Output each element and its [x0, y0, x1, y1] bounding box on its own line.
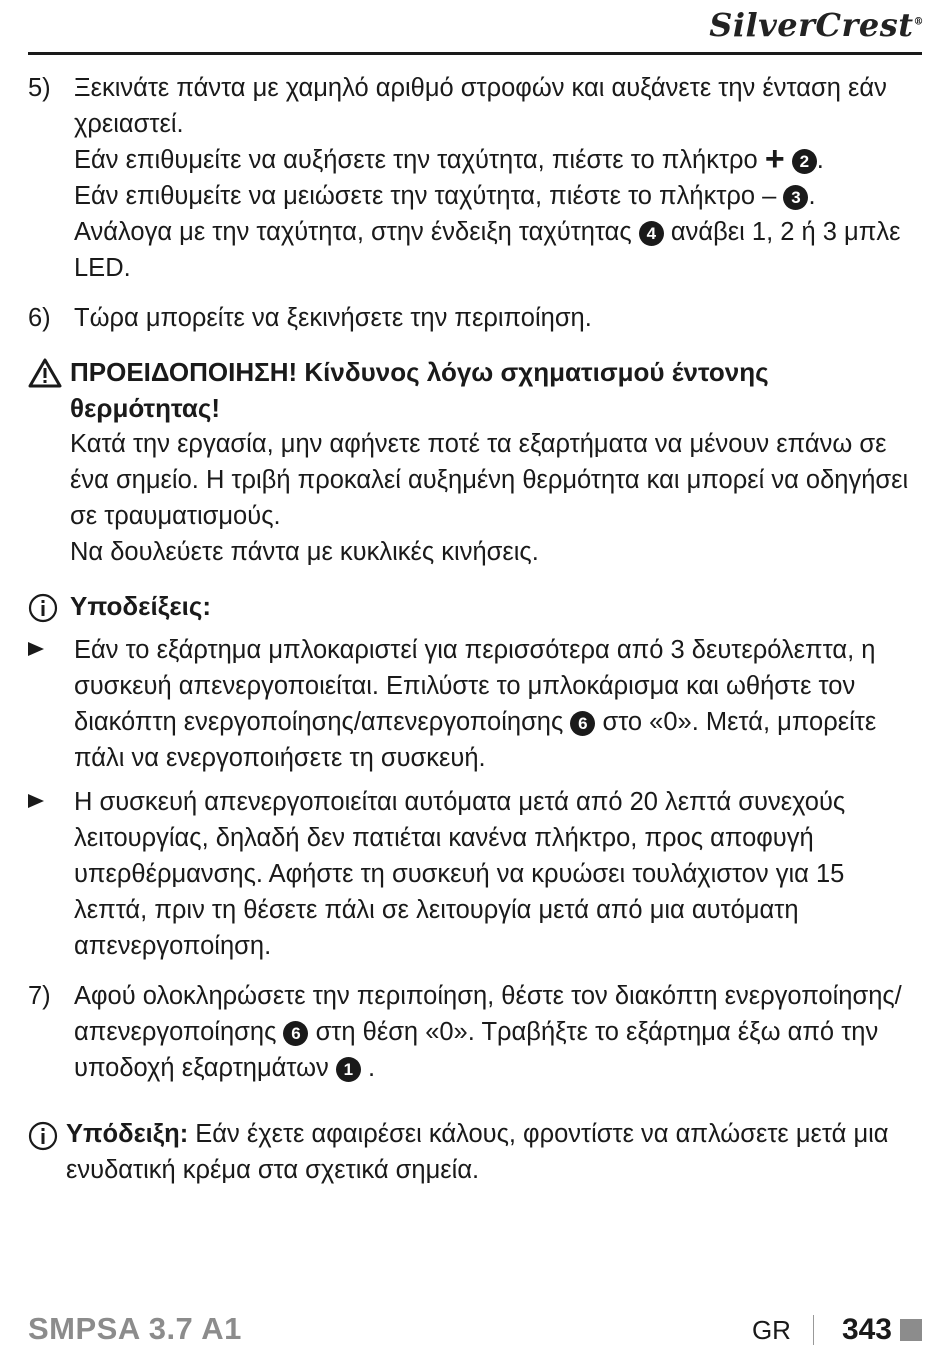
- callout-badge-1: 1: [336, 1057, 361, 1082]
- warning-text-2: Να δουλεύετε πάντα με κυκλικές κινήσεις.: [70, 538, 539, 566]
- callout-badge-2: 2: [792, 149, 817, 174]
- hints-title: Υποδείξεις:: [70, 591, 212, 621]
- warning-heading: [28, 354, 922, 426]
- brand-logo: [709, 6, 924, 44]
- hint-text-2: Η συσκευή απενεργοποιείται αυτόματα μετά από 20 λεπτά συνεχούς λειτουργίας, δηλαδή δεν πατιέται κανένα πλήκτρο, προς αποφυγή υπερθέρμανσης. Αφήστε τη συσκευή να κρυώσει τουλάχιστον για 15 λεπτά, πριν τη θέσετε πάλι σε λειτουργία μετά από μια αυτόματη απενεργοποίηση.: [74, 788, 846, 960]
- square-icon: [900, 1319, 922, 1341]
- warning-text-1: Κατά την εργασία, μην αφήνετε ποτέ τα εξαρτήματα να μένουν επάνω σε ένα σημείο. Η τριβή προκαλεί αυξημένη θερμότητα και μπορεί να οδηγήσει σε τραυματισμούς.: [70, 430, 909, 530]
- hint-1-end: στο «0». Μετά, μπορείτε πάλι να ενεργοποιήσετε τη συσκευή.: [74, 708, 877, 772]
- callout-badge-3: 3: [783, 185, 808, 210]
- info-circle-icon: [28, 1116, 66, 1188]
- callout-badge-6: 6: [570, 711, 595, 736]
- hints-heading: [28, 588, 922, 632]
- step-number: 6): [28, 304, 51, 332]
- header-rule: [28, 52, 922, 55]
- hint-item: [28, 784, 922, 964]
- callout-badge-4: 4: [639, 221, 664, 246]
- step-5-speed-indicator: [74, 214, 922, 286]
- step-body: Τώρα μπορείτε να ξεκινήσετε την περιποίηση.: [74, 304, 592, 332]
- step-7: [28, 978, 922, 1086]
- step-7-text-mid: στη θέση «0». Τραβήξτε το εξάρτημα έξω από την υποδοχή εξαρτημάτων: [74, 1018, 879, 1082]
- decrease-end: .: [808, 182, 816, 210]
- step-7-end: .: [367, 1054, 376, 1082]
- step-6: [28, 300, 922, 336]
- step-5-increase: [74, 142, 922, 178]
- warning-block: [28, 354, 922, 570]
- step-body: [74, 70, 922, 286]
- plus-icon: +: [764, 140, 785, 178]
- page-footer: [28, 1307, 922, 1347]
- step-7-text: Αφού ολοκληρώσετε την περιποίηση, θέστε τον διακόπτη ενεργοποίησης/ απενεργοποίησης: [74, 982, 902, 1046]
- warning-body: [70, 426, 922, 570]
- note-label: Υπόδειξη:: [66, 1120, 189, 1148]
- hint-item: [28, 632, 922, 776]
- hints-block: [28, 588, 922, 964]
- page-content: [28, 70, 922, 1188]
- warning-triangle-icon: [28, 354, 70, 426]
- footer-right: [752, 1313, 922, 1347]
- step-5: [28, 70, 922, 286]
- hint-text-1: [74, 632, 922, 776]
- note-block: [28, 1116, 922, 1188]
- language-code: GR: [751, 1314, 791, 1345]
- info-circle-icon: [28, 588, 70, 632]
- triangle-right-icon: [28, 632, 74, 776]
- step-5-intro: Ξεκινάτε πάντα με χαμηλό αριθμό στροφών και αυξάνετε την ένταση εάν χρειαστεί.: [74, 74, 887, 138]
- footer-divider: [813, 1315, 814, 1345]
- model-number: SMPSA 3.7 A1: [28, 1311, 242, 1346]
- speed-text: Ανάλογα με την ταχύτητα, στην ένδειξη ταχύτητας: [74, 218, 632, 246]
- increase-text: Εάν επιθυμείτε να αυξήσετε την ταχύτητα, πιέστε το πλήκτρο: [74, 146, 758, 174]
- page-number: 343: [841, 1313, 892, 1346]
- triangle-right-icon: [28, 784, 74, 964]
- callout-badge-6: 6: [283, 1021, 308, 1046]
- note-body: Εάν έχετε αφαιρέσει κάλους, φροντίστε να απλώσετε μετά μια ενυδατική κρέμα στα σχετικά σημεία.: [66, 1120, 889, 1184]
- trademark-symbol: ®: [913, 16, 924, 28]
- note-text: [66, 1116, 922, 1188]
- decrease-text: Εάν επιθυμείτε να μειώσετε την ταχύτητα, πιέστε το πλήκτρο –: [74, 182, 777, 210]
- step-number: 7): [28, 982, 51, 1010]
- hint-1-text: Εάν το εξάρτημα μπλοκαριστεί για περισσότερα από 3 δευτερόλεπτα, η συσκευή απενεργοποιείται. Επιλύστε το μπλοκάρισμα και ωθήστε τον διακόπτη ενεργοποίησης/απενεργοποίησης: [74, 636, 876, 736]
- step-body: [74, 978, 922, 1086]
- step-5-decrease: [74, 178, 922, 214]
- step-number: 5): [28, 74, 51, 102]
- warning-title: ΠΡΟΕΙΔΟΠΟΙΗΣΗ! Κίνδυνος λόγω σχηματισμού έντονης θερμότητας!: [70, 357, 769, 423]
- brand-name: SilverCrest: [709, 6, 914, 44]
- increase-end: .: [816, 146, 824, 174]
- speed-text-end: ανάβει 1, 2 ή 3 μπλε LED.: [74, 218, 901, 282]
